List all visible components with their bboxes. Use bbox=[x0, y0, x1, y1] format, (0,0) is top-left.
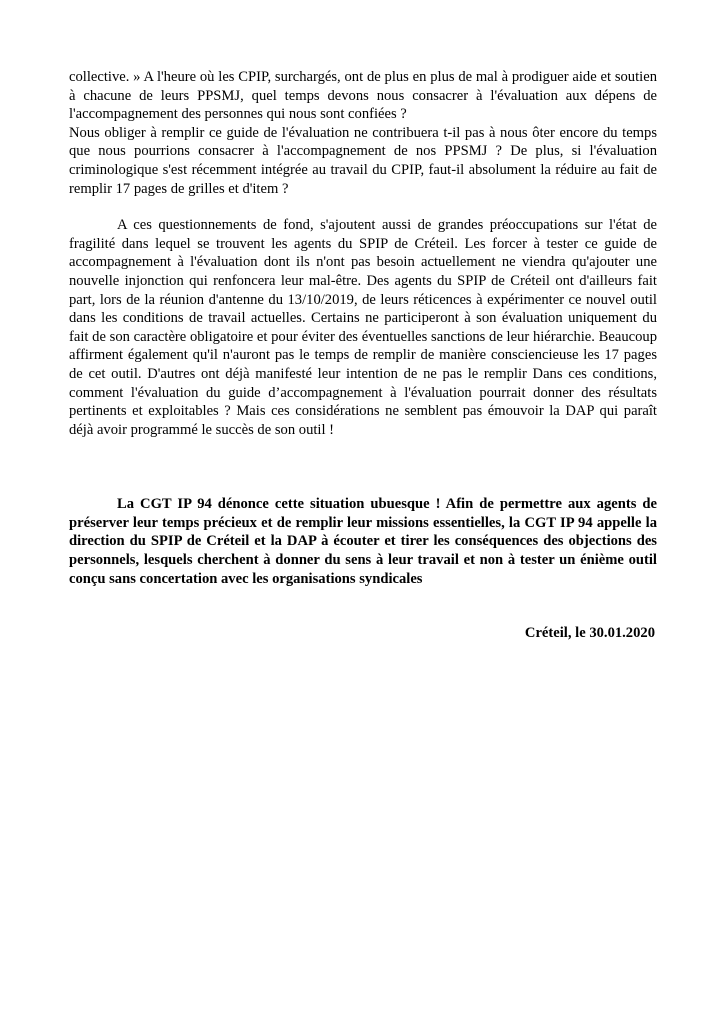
section-spacer bbox=[69, 439, 657, 495]
paragraph-evaluation-guide-question: Nous obliger à remplir ce guide de l'évaluation ne contribuera t-il pas à nous ôter encore du temps que nous pourrions consacrer à l'accompagnement de nos PPSMJ ? De plus, si l'évaluation criminologique s'est récemment intégrée au travail du CPIP, faut-il absolument la réduire au fait de remplir 17 pages de grilles et d'item ? bbox=[69, 124, 657, 197]
document-body bbox=[69, 68, 657, 643]
place-date-signature: Créteil, le 30.01.2020 bbox=[524, 625, 655, 642]
paragraph-agents-concerns: A ces questionnements de fond, s'ajoutent aussi de grandes préoccupations sur l'état de fragilité dans lequel se trouvent les agents du SPIP de Créteil. Les forcer à tester ce guide de accompagnement à l'évaluation dont ils n'ont pas besoin actuellement ne viendra qu'ajouter une nouvelle injonction qui renfoncera leur mal-être. Des agents du SPIP de Créteil ont d'ailleurs fait part, lors de la réunion d'antenne du 13/10/2019, de leurs réticences à expérimenter ce nouvel outil dans les conditions de travail actuelles. Certains ne participeront à son évaluation uniquement du fait de son caractère obligatoire et pour éviter des éventuelles sanctions de leur hiérarchie. Beaucoup affirment également qu'il n'auront pas le temps de remplir de manière consciencieuse les 17 pages de cet outil. D'autres ont déjà manifesté leur intention de ne pas le remplir Dans ces conditions, comment l'évaluation du guide d’accompagnement à l'évaluation pourrait donner des résultats pertinents et exploitables ? Mais ces considérations ne semblent pas émouvoir la DAP qui paraît déjà avoir programmé le succès de son outil ! bbox=[69, 217, 657, 438]
paragraph-spacer bbox=[69, 198, 657, 216]
union-statement: La CGT IP 94 dénonce cette situation ubuesque ! Afin de permettre aux agents de préserver leur temps précieux et de remplir leur missions essentielles, la CGT IP 94 appelle la direction du SPIP de Créteil et la DAP à écouter et tirer les conséquences des objections des personnels, lesquels cherchent à donner du sens à leur travail et non à tester un énième outil conçu sans concertation avec les organisations syndicales bbox=[69, 496, 657, 587]
paragraph-workload-question: collective. » A l'heure où les CPIP, surchargés, ont de plus en plus de mal à prodiguer aide et soutien à chacune de leurs PPSMJ, quel temps devons nous consacrer à l'évaluation aux dépens de l'accompagnement des personnes qui nous sont confiées ? bbox=[69, 69, 657, 123]
signature-spacer bbox=[69, 588, 657, 624]
